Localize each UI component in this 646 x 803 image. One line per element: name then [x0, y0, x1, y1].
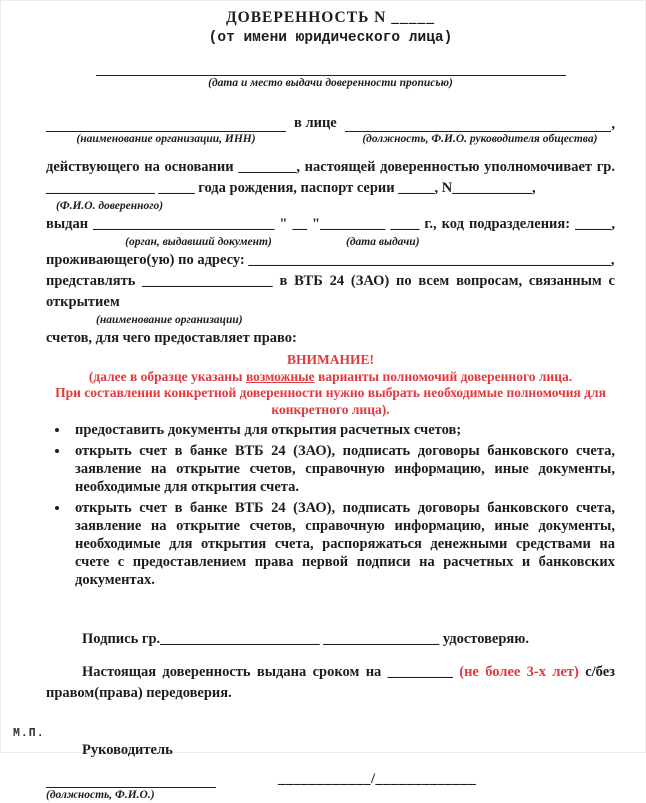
representative-field — [345, 113, 615, 147]
organization-row — [46, 113, 615, 147]
issue-date-caption: (дата выдачи) — [346, 236, 420, 248]
address-line: проживающего(ую) по адресу: __________________________________________________, — [46, 252, 615, 268]
organization-name-blank-line — [46, 113, 286, 132]
validity-term-line — [46, 662, 615, 704]
certify-label: удостоверяю. — [439, 631, 529, 647]
document-subtitle: (от имени юридического лица) — [208, 30, 453, 46]
passport-issued-line: выдан _________________________ " __ "_________ ____ г., код подразделения: _____, — [46, 216, 615, 232]
bullet-item-open-account: • открыть счет в банке ВТБ 24 (ЗАО), подписать договоры банковского счета, заявление на открытие счетов, справочную информацию, иные документы, необходимые для открытия счета. — [70, 442, 615, 496]
issued-captions-row — [46, 235, 615, 250]
signature-slash-blank: ____________/_____________ — [278, 771, 477, 787]
term-label: Настоящая доверенность выдана сроком на — [82, 664, 388, 680]
comma-mark: , — [611, 116, 615, 132]
signature-blank-1: ______________________ — [160, 631, 320, 647]
warning-note-1 — [46, 369, 615, 386]
warning-block — [46, 352, 615, 418]
representative-blank-line — [345, 113, 612, 132]
bullet-item-documents: • предоставить документы для открытия расчетных счетов; — [70, 421, 615, 439]
warning-note-1-underlined: возможные — [245, 368, 315, 384]
term-blank: _________ — [387, 664, 453, 680]
term-limit-note: (не более 3-х лет) — [452, 664, 586, 680]
powers-bullet-list — [46, 421, 615, 589]
birth-passport-line: _______________ _____ года рождения, паспорт серии _____, N___________, — [46, 180, 536, 196]
in-person-label: в лице — [294, 115, 337, 131]
fio-caption: (Ф.И.О. доверенного) — [56, 200, 164, 212]
bullet-item-open-account-first-signature: • открыть счет в банке ВТБ 24 (ЗАО), подписать договоры банковского счета, заявление на открытие счетов, справочную информацию, иные документы, необходимые для открытия счета, распоряжаться денежными средствами на счете с предоставлением права первой подписи на расчетных и банковских документах. — [70, 499, 615, 589]
represent-line: представлять __________________ в ВТБ 24 (ЗАО) по всем вопросам, связанным с открытием — [46, 273, 615, 310]
organization-name-field — [46, 113, 286, 147]
signature-certify-line — [46, 629, 615, 650]
head-signature-row — [46, 769, 615, 803]
representative-caption: (должность, Ф.И.О. руководителя общества) — [362, 133, 598, 145]
head-position-caption: (должность, Ф.И.О.) — [46, 789, 155, 801]
date-place-caption: (дата и место выдачи доверенности прописью) — [208, 77, 453, 89]
term-suffix: с/без правом(права) передоверия. — [46, 664, 616, 701]
signature-blank-2: ________________ — [323, 631, 440, 647]
warning-note-1-pre: (далее в образце указаны — [88, 368, 246, 384]
organization-name-caption: (наименование организации, ИНН) — [76, 133, 256, 145]
document-title: ДОВЕРЕННОСТЬ N _____ — [225, 9, 436, 26]
document-body — [46, 157, 615, 349]
accounts-purpose-line: счетов, для чего предоставляет право: — [46, 330, 297, 346]
head-position-field — [46, 769, 216, 803]
warning-note-2: При составлении конкретной доверенности нужно выбрать необходимые полномочия для конкретного лица). — [55, 385, 606, 417]
represent-org-caption: (наименование организации) — [96, 314, 243, 326]
signature-label: Подпись гр. — [82, 631, 161, 647]
acting-basis-line: действующего на основании ________, настоящей доверенностью уполномочивает гр. — [46, 159, 615, 175]
date-place-block — [46, 75, 615, 91]
seal-place-label: М.П. — [13, 727, 45, 740]
issuing-authority-caption: (орган, выдавший документ) — [125, 236, 272, 248]
warning-note-1-post: варианты полномочий доверенного лица. — [314, 368, 573, 384]
head-title: Руководитель — [82, 742, 173, 758]
warning-heading: ВНИМАНИЕ! — [287, 352, 374, 367]
head-position-blank-line — [46, 769, 216, 788]
